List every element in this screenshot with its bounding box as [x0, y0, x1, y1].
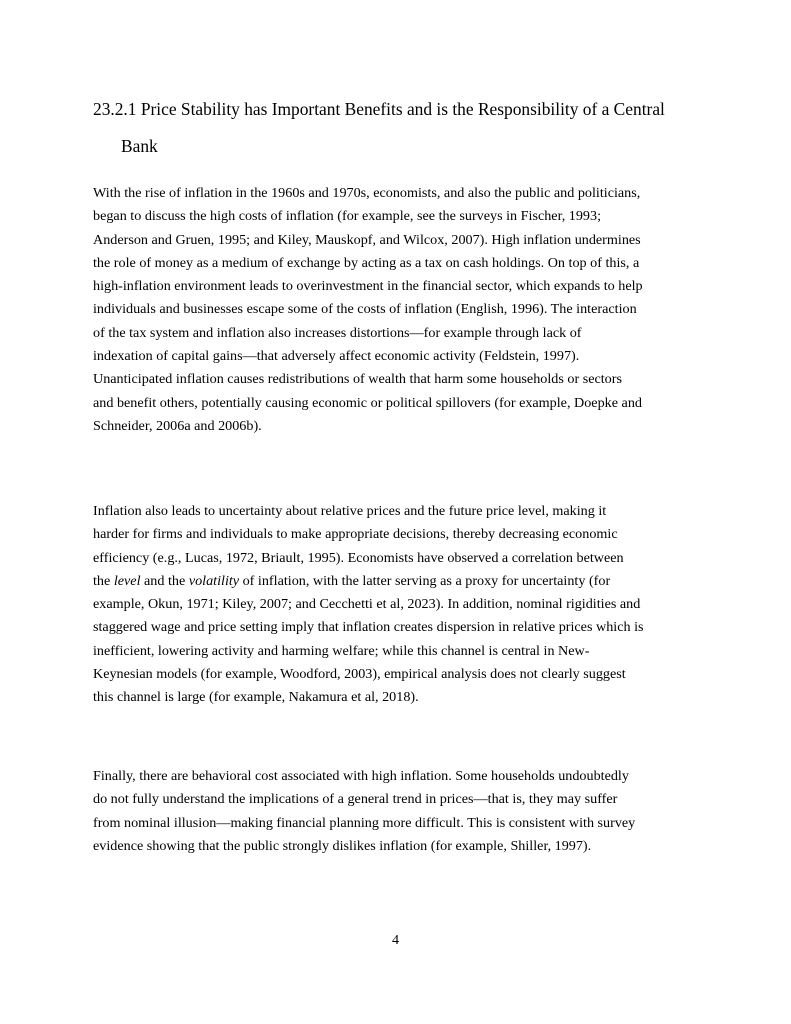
- paragraph-line: efficiency (e.g., Lucas, 1972, Briault, 1995). Economists have observed a correlation between: [93, 549, 624, 566]
- paragraph-line: evidence showing that the public strongly dislikes inflation (for example, Shiller, 1997).: [93, 837, 592, 854]
- paragraph-3: [93, 765, 703, 858]
- paragraph-line: Unanticipated inflation causes redistributions of wealth that harm some households or sectors: [93, 371, 622, 388]
- paragraph-line: indexation of capital gains—that adversely affect economic activity (Feldstein, 1997).: [93, 348, 580, 365]
- paragraph-line: Anderson and Gruen, 1995; and Kiley, Mauskopf, and Wilcox, 2007). High inflation undermines: [93, 231, 641, 248]
- section-heading-line-1: 23.2.1 Price Stability has Important Benefits and is the Responsibility of a Central: [93, 99, 665, 119]
- section-heading: [93, 91, 733, 165]
- paragraph-line: Finally, there are behavioral cost associated with high inflation. Some households undoubtedly: [93, 768, 629, 784]
- paragraph-line: example, Okun, 1971; Kiley, 2007; and Cecchetti et al, 2023). In addition, nominal rigidities and: [93, 596, 641, 613]
- paragraph-line: and benefit others, potentially causing economic or political spillovers (for example, Doepke and: [93, 394, 642, 411]
- emphasis-volatility: volatility: [188, 572, 240, 589]
- paragraph-line: individuals and businesses escape some of the costs of inflation (English, 1996). The interaction: [93, 301, 637, 318]
- text-run: of inflation, with the latter serving as a proxy for uncertainty (for: [239, 572, 611, 589]
- page-number: 4: [391, 932, 400, 948]
- paragraph-line: With the rise of inflation in the 1960s and 1970s, economists, and also the public and politicians,: [93, 185, 641, 201]
- paragraph-line: this channel is large (for example, Nakamura et al, 2018).: [93, 689, 419, 706]
- paragraph-1: [93, 182, 703, 438]
- paragraph-line: high-inflation environment leads to overinvestment in the financial sector, which expands to help: [93, 278, 643, 295]
- paragraph-line: harder for firms and individuals to make appropriate decisions, thereby decreasing economic: [93, 526, 618, 543]
- paragraph-line: [93, 570, 703, 593]
- paragraph-line: Schneider, 2006a and 2006b).: [93, 417, 262, 434]
- paragraph-line: the role of money as a medium of exchange by acting as a tax on cash holdings. On top of this, a: [93, 254, 640, 271]
- paragraph-line: of the tax system and inflation also increases distortions—for example through lack of: [93, 324, 582, 341]
- paragraph-line: began to discuss the high costs of inflation (for example, see the surveys in Fischer, 1993;: [93, 208, 601, 225]
- paragraph-line: from nominal illusion—making financial planning more difficult. This is consistent with survey: [93, 814, 636, 831]
- text-run: and the: [140, 572, 189, 589]
- paragraph-line: staggered wage and price setting imply that inflation creates dispersion in relative prices which is: [93, 619, 644, 636]
- section-heading-line-2: Bank: [121, 136, 158, 156]
- paragraph-line: do not fully understand the implications of a general trend in prices—that is, they may suffer: [93, 791, 618, 808]
- paragraph-line: Keynesian models (for example, Woodford, 2003), empirical analysis does not clearly suggest: [93, 666, 626, 683]
- paragraph-line: Inflation also leads to uncertainty about relative prices and the future price level, making it: [93, 503, 607, 519]
- emphasis-level: level: [113, 572, 141, 589]
- paragraph-2: [93, 500, 703, 710]
- text-run: the: [93, 572, 114, 589]
- paragraph-line: inefficient, lowering activity and harming welfare; while this channel is central in New-: [93, 642, 590, 659]
